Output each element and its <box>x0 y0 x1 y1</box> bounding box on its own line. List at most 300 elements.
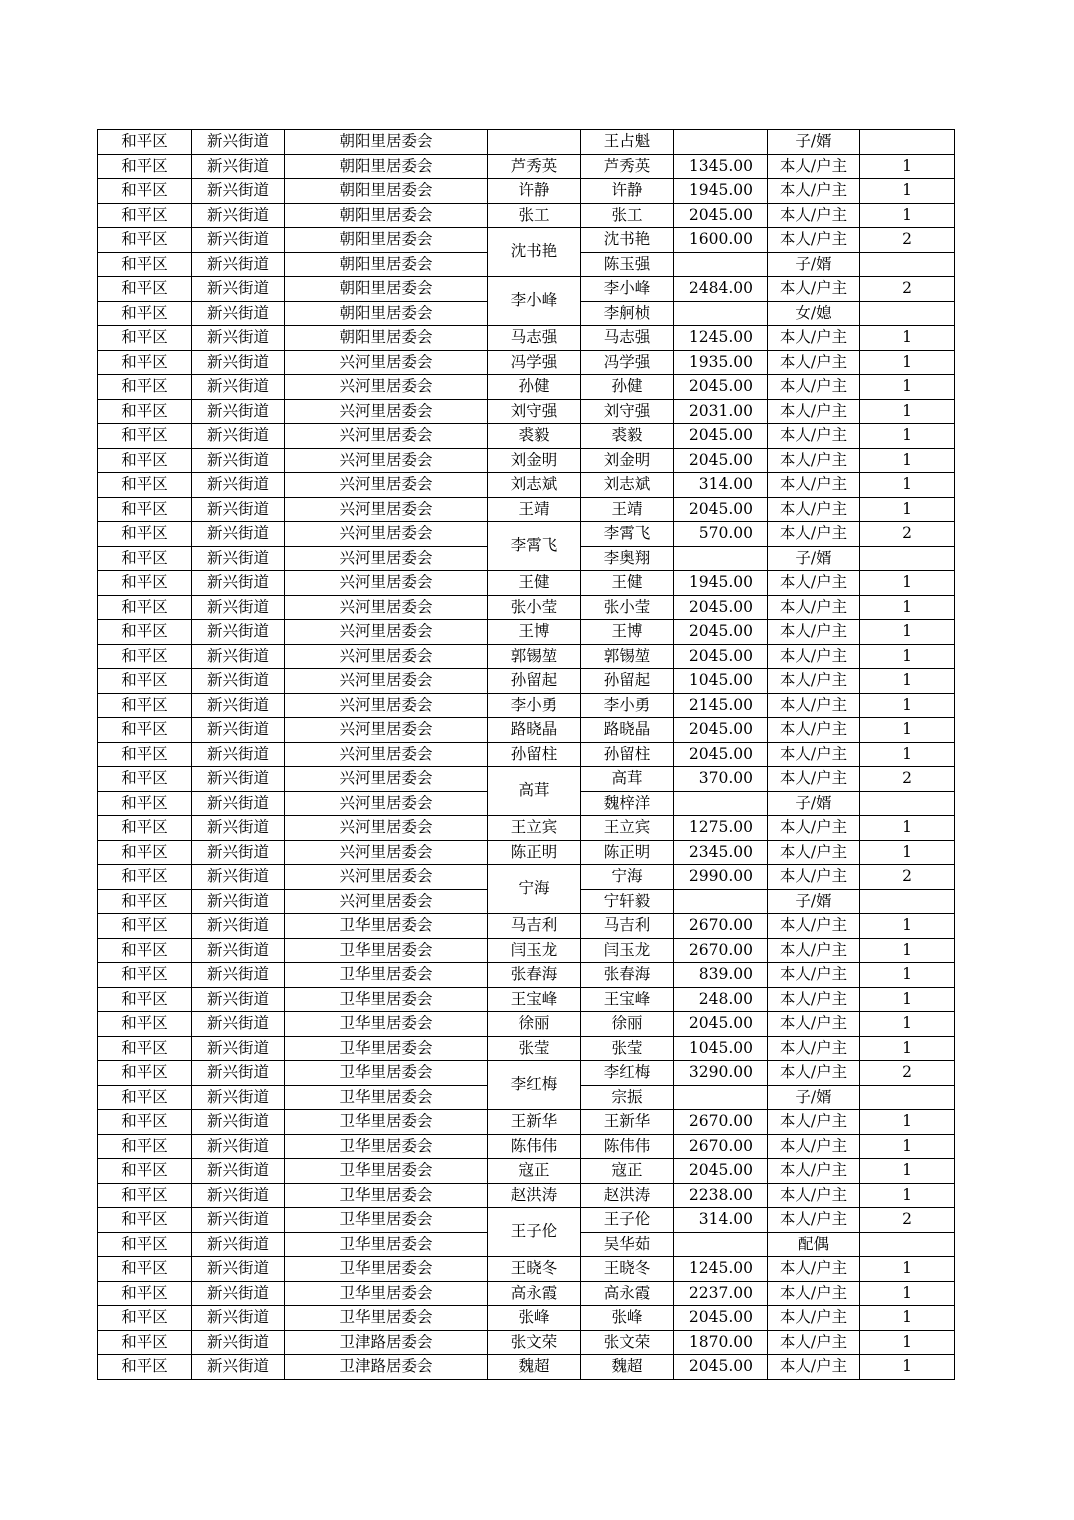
street-cell: 新兴街道 <box>192 179 285 204</box>
street-cell: 新兴街道 <box>192 497 285 522</box>
member-name-cell: 刘守强 <box>581 399 674 424</box>
member-count-cell: 1 <box>860 1183 955 1208</box>
district-cell: 和平区 <box>98 840 192 865</box>
household-head-cell: 王新华 <box>488 1110 581 1135</box>
committee-cell: 朝阳里居委会 <box>285 301 488 326</box>
street-cell: 新兴街道 <box>192 1036 285 1061</box>
street-cell: 新兴街道 <box>192 1110 285 1135</box>
relation-cell: 本人/户主 <box>768 963 860 988</box>
table-row <box>98 742 955 767</box>
amount-cell: 2045.00 <box>674 203 768 228</box>
member-count-cell <box>860 791 955 816</box>
member-name-cell: 张工 <box>581 203 674 228</box>
amount-cell: 2045.00 <box>674 644 768 669</box>
relation-cell: 本人/户主 <box>768 1061 860 1086</box>
street-cell: 新兴街道 <box>192 938 285 963</box>
street-cell: 新兴街道 <box>192 816 285 841</box>
relation-cell: 女/媳 <box>768 301 860 326</box>
district-cell: 和平区 <box>98 1110 192 1135</box>
table-row <box>98 228 955 253</box>
table-row <box>98 669 955 694</box>
member-name-cell: 沈书艳 <box>581 228 674 253</box>
relation-cell: 子/婿 <box>768 252 860 277</box>
member-name-cell: 陈玉强 <box>581 252 674 277</box>
relation-cell: 本人/户主 <box>768 1183 860 1208</box>
relation-cell: 子/婿 <box>768 546 860 571</box>
amount-cell: 1945.00 <box>674 571 768 596</box>
district-cell: 和平区 <box>98 497 192 522</box>
member-count-cell: 1 <box>860 1281 955 1306</box>
district-cell: 和平区 <box>98 1232 192 1257</box>
relation-cell: 本人/户主 <box>768 154 860 179</box>
amount-cell: 3290.00 <box>674 1061 768 1086</box>
table-row <box>98 1134 955 1159</box>
member-name-cell: 李霄飞 <box>581 522 674 547</box>
amount-cell: 2045.00 <box>674 448 768 473</box>
amount-cell: 2045.00 <box>674 497 768 522</box>
member-name-cell: 赵洪涛 <box>581 1183 674 1208</box>
table-row <box>98 865 955 890</box>
amount-cell <box>674 791 768 816</box>
committee-cell: 卫津路居委会 <box>285 1355 488 1380</box>
member-name-cell: 李小勇 <box>581 693 674 718</box>
member-count-cell: 1 <box>860 840 955 865</box>
table-row <box>98 448 955 473</box>
district-cell: 和平区 <box>98 473 192 498</box>
amount-cell <box>674 1232 768 1257</box>
table-row <box>98 1061 955 1086</box>
district-cell: 和平区 <box>98 130 192 155</box>
household-head-cell: 孙留起 <box>488 669 581 694</box>
household-head-cell <box>488 130 581 155</box>
district-cell: 和平区 <box>98 350 192 375</box>
relation-cell: 本人/户主 <box>768 1036 860 1061</box>
relation-cell: 本人/户主 <box>768 644 860 669</box>
district-cell: 和平区 <box>98 1085 192 1110</box>
member-count-cell: 1 <box>860 1306 955 1331</box>
amount-cell: 2145.00 <box>674 693 768 718</box>
committee-cell: 兴河里居委会 <box>285 546 488 571</box>
amount-cell: 2045.00 <box>674 1355 768 1380</box>
committee-cell: 兴河里居委会 <box>285 718 488 743</box>
member-count-cell: 1 <box>860 963 955 988</box>
district-cell: 和平区 <box>98 375 192 400</box>
member-name-cell: 许静 <box>581 179 674 204</box>
household-head-cell: 李小勇 <box>488 693 581 718</box>
member-count-cell: 1 <box>860 1110 955 1135</box>
committee-cell: 兴河里居委会 <box>285 448 488 473</box>
household-head-cell: 张莹 <box>488 1036 581 1061</box>
street-cell: 新兴街道 <box>192 1232 285 1257</box>
amount-cell: 2045.00 <box>674 1012 768 1037</box>
committee-cell: 卫华里居委会 <box>285 1110 488 1135</box>
district-cell: 和平区 <box>98 448 192 473</box>
amount-cell: 2045.00 <box>674 424 768 449</box>
household-head-cell: 陈伟伟 <box>488 1134 581 1159</box>
street-cell: 新兴街道 <box>192 669 285 694</box>
relation-cell: 本人/户主 <box>768 1257 860 1282</box>
district-cell: 和平区 <box>98 154 192 179</box>
street-cell: 新兴街道 <box>192 1330 285 1355</box>
street-cell: 新兴街道 <box>192 963 285 988</box>
district-cell: 和平区 <box>98 595 192 620</box>
relation-cell: 本人/户主 <box>768 448 860 473</box>
table-row <box>98 522 955 547</box>
committee-cell: 兴河里居委会 <box>285 497 488 522</box>
street-cell: 新兴街道 <box>192 865 285 890</box>
household-head-cell: 孙健 <box>488 375 581 400</box>
member-count-cell: 1 <box>860 693 955 718</box>
relation-cell: 本人/户主 <box>768 1306 860 1331</box>
amount-cell <box>674 889 768 914</box>
committee-cell: 卫华里居委会 <box>285 938 488 963</box>
district-cell: 和平区 <box>98 669 192 694</box>
member-count-cell <box>860 130 955 155</box>
member-name-cell: 冯学强 <box>581 350 674 375</box>
street-cell: 新兴街道 <box>192 350 285 375</box>
household-head-cell: 张工 <box>488 203 581 228</box>
street-cell: 新兴街道 <box>192 154 285 179</box>
member-count-cell <box>860 301 955 326</box>
committee-cell: 卫华里居委会 <box>285 1085 488 1110</box>
member-name-cell: 李小峰 <box>581 277 674 302</box>
member-name-cell: 徐丽 <box>581 1012 674 1037</box>
member-count-cell: 1 <box>860 816 955 841</box>
street-cell: 新兴街道 <box>192 1306 285 1331</box>
amount-cell: 570.00 <box>674 522 768 547</box>
relation-cell: 本人/户主 <box>768 1208 860 1233</box>
member-count-cell <box>860 252 955 277</box>
household-head-cell: 刘守强 <box>488 399 581 424</box>
member-name-cell: 王子伦 <box>581 1208 674 1233</box>
table-row <box>98 1012 955 1037</box>
committee-cell: 卫华里居委会 <box>285 1036 488 1061</box>
table-row <box>98 620 955 645</box>
committee-cell: 兴河里居委会 <box>285 424 488 449</box>
member-count-cell: 1 <box>860 938 955 963</box>
amount-cell: 1870.00 <box>674 1330 768 1355</box>
street-cell: 新兴街道 <box>192 620 285 645</box>
relation-cell: 配偶 <box>768 1232 860 1257</box>
committee-cell: 朝阳里居委会 <box>285 203 488 228</box>
street-cell: 新兴街道 <box>192 546 285 571</box>
member-name-cell: 张小莹 <box>581 595 674 620</box>
member-count-cell: 1 <box>860 669 955 694</box>
relation-cell: 本人/户主 <box>768 1110 860 1135</box>
table-row <box>98 424 955 449</box>
street-cell: 新兴街道 <box>192 1208 285 1233</box>
household-head-cell: 裘毅 <box>488 424 581 449</box>
member-count-cell <box>860 1232 955 1257</box>
member-name-cell: 寇正 <box>581 1159 674 1184</box>
member-count-cell: 1 <box>860 1012 955 1037</box>
member-count-cell: 1 <box>860 424 955 449</box>
amount-cell: 2045.00 <box>674 620 768 645</box>
amount-cell: 2237.00 <box>674 1281 768 1306</box>
table-row <box>98 693 955 718</box>
street-cell: 新兴街道 <box>192 644 285 669</box>
relation-cell: 本人/户主 <box>768 1159 860 1184</box>
member-name-cell: 高茸 <box>581 767 674 792</box>
street-cell: 新兴街道 <box>192 987 285 1012</box>
amount-cell: 1045.00 <box>674 1036 768 1061</box>
member-name-cell: 王博 <box>581 620 674 645</box>
district-cell: 和平区 <box>98 1159 192 1184</box>
district-cell: 和平区 <box>98 1036 192 1061</box>
member-count-cell: 1 <box>860 644 955 669</box>
district-cell: 和平区 <box>98 1183 192 1208</box>
amount-cell: 1945.00 <box>674 179 768 204</box>
member-name-cell: 李红梅 <box>581 1061 674 1086</box>
street-cell: 新兴街道 <box>192 1061 285 1086</box>
household-head-cell: 李红梅 <box>488 1061 581 1110</box>
committee-cell: 兴河里居委会 <box>285 840 488 865</box>
table-row <box>98 1306 955 1331</box>
amount-cell: 2990.00 <box>674 865 768 890</box>
committee-cell: 兴河里居委会 <box>285 669 488 694</box>
street-cell: 新兴街道 <box>192 1012 285 1037</box>
table-row <box>98 963 955 988</box>
table-row <box>98 1257 955 1282</box>
household-head-cell: 张小莹 <box>488 595 581 620</box>
member-count-cell: 1 <box>860 742 955 767</box>
household-head-cell: 许静 <box>488 179 581 204</box>
table-row <box>98 767 955 792</box>
committee-cell: 朝阳里居委会 <box>285 130 488 155</box>
household-head-cell: 魏超 <box>488 1355 581 1380</box>
relation-cell: 本人/户主 <box>768 742 860 767</box>
district-cell: 和平区 <box>98 816 192 841</box>
table-body <box>98 130 955 1380</box>
amount-cell: 839.00 <box>674 963 768 988</box>
table-row <box>98 326 955 351</box>
member-count-cell <box>860 889 955 914</box>
committee-cell: 兴河里居委会 <box>285 742 488 767</box>
street-cell: 新兴街道 <box>192 301 285 326</box>
household-head-cell: 王立宾 <box>488 816 581 841</box>
member-name-cell: 王新华 <box>581 1110 674 1135</box>
committee-cell: 朝阳里居委会 <box>285 277 488 302</box>
relation-cell: 本人/户主 <box>768 179 860 204</box>
table-row <box>98 1208 955 1233</box>
household-head-cell: 芦秀英 <box>488 154 581 179</box>
household-head-cell: 王子伦 <box>488 1208 581 1257</box>
district-cell: 和平区 <box>98 228 192 253</box>
member-name-cell: 刘金明 <box>581 448 674 473</box>
member-name-cell: 马吉利 <box>581 914 674 939</box>
member-name-cell: 王靖 <box>581 497 674 522</box>
street-cell: 新兴街道 <box>192 326 285 351</box>
street-cell: 新兴街道 <box>192 889 285 914</box>
table-row <box>98 595 955 620</box>
household-head-cell: 刘志斌 <box>488 473 581 498</box>
amount-cell: 314.00 <box>674 1208 768 1233</box>
household-head-cell: 李小峰 <box>488 277 581 326</box>
street-cell: 新兴街道 <box>192 1159 285 1184</box>
district-cell: 和平区 <box>98 571 192 596</box>
member-name-cell: 张春海 <box>581 963 674 988</box>
street-cell: 新兴街道 <box>192 228 285 253</box>
household-head-cell: 赵洪涛 <box>488 1183 581 1208</box>
amount-cell: 2045.00 <box>674 742 768 767</box>
relation-cell: 本人/户主 <box>768 620 860 645</box>
amount-cell: 2045.00 <box>674 595 768 620</box>
member-name-cell: 王宝峰 <box>581 987 674 1012</box>
table-row <box>98 154 955 179</box>
member-count-cell: 2 <box>860 767 955 792</box>
table-row <box>98 987 955 1012</box>
household-head-cell: 寇正 <box>488 1159 581 1184</box>
relation-cell: 本人/户主 <box>768 865 860 890</box>
street-cell: 新兴街道 <box>192 375 285 400</box>
member-name-cell: 孙健 <box>581 375 674 400</box>
amount-cell: 2484.00 <box>674 277 768 302</box>
table-row <box>98 277 955 302</box>
table-row <box>98 203 955 228</box>
member-count-cell: 1 <box>860 203 955 228</box>
member-count-cell: 1 <box>860 1257 955 1282</box>
member-count-cell: 1 <box>860 718 955 743</box>
district-cell: 和平区 <box>98 1061 192 1086</box>
street-cell: 新兴街道 <box>192 1281 285 1306</box>
street-cell: 新兴街道 <box>192 742 285 767</box>
relation-cell: 本人/户主 <box>768 522 860 547</box>
member-name-cell: 刘志斌 <box>581 473 674 498</box>
member-count-cell: 1 <box>860 620 955 645</box>
committee-cell: 卫华里居委会 <box>285 1012 488 1037</box>
street-cell: 新兴街道 <box>192 1355 285 1380</box>
household-head-cell: 孙留柱 <box>488 742 581 767</box>
committee-cell: 朝阳里居委会 <box>285 252 488 277</box>
member-name-cell: 路晓晶 <box>581 718 674 743</box>
district-cell: 和平区 <box>98 399 192 424</box>
district-cell: 和平区 <box>98 865 192 890</box>
committee-cell: 卫华里居委会 <box>285 1306 488 1331</box>
district-cell: 和平区 <box>98 718 192 743</box>
district-cell: 和平区 <box>98 1257 192 1282</box>
district-cell: 和平区 <box>98 963 192 988</box>
relation-cell: 本人/户主 <box>768 816 860 841</box>
committee-cell: 兴河里居委会 <box>285 399 488 424</box>
relation-cell: 本人/户主 <box>768 326 860 351</box>
member-name-cell: 闫玉龙 <box>581 938 674 963</box>
household-head-cell: 沈书艳 <box>488 228 581 277</box>
relation-cell: 子/婿 <box>768 889 860 914</box>
table-row <box>98 1110 955 1135</box>
household-head-cell: 王宝峰 <box>488 987 581 1012</box>
member-count-cell: 2 <box>860 865 955 890</box>
committee-cell: 卫华里居委会 <box>285 1183 488 1208</box>
committee-cell: 卫华里居委会 <box>285 1232 488 1257</box>
relation-cell: 子/婿 <box>768 130 860 155</box>
table-row <box>98 179 955 204</box>
household-head-cell: 高永霞 <box>488 1281 581 1306</box>
committee-cell: 兴河里居委会 <box>285 473 488 498</box>
committee-cell: 卫华里居委会 <box>285 1257 488 1282</box>
amount-cell: 2670.00 <box>674 914 768 939</box>
relation-cell: 子/婿 <box>768 791 860 816</box>
district-cell: 和平区 <box>98 179 192 204</box>
committee-cell: 朝阳里居委会 <box>285 228 488 253</box>
member-count-cell: 1 <box>860 448 955 473</box>
household-head-cell: 王靖 <box>488 497 581 522</box>
member-name-cell: 魏梓洋 <box>581 791 674 816</box>
member-name-cell: 王晓冬 <box>581 1257 674 1282</box>
table-row <box>98 914 955 939</box>
member-count-cell: 1 <box>860 399 955 424</box>
household-head-cell: 宁海 <box>488 865 581 914</box>
committee-cell: 朝阳里居委会 <box>285 179 488 204</box>
member-count-cell: 2 <box>860 228 955 253</box>
member-name-cell: 张峰 <box>581 1306 674 1331</box>
member-name-cell: 陈正明 <box>581 840 674 865</box>
member-name-cell: 张文荣 <box>581 1330 674 1355</box>
household-head-cell: 马志强 <box>488 326 581 351</box>
committee-cell: 兴河里居委会 <box>285 350 488 375</box>
household-head-cell: 王晓冬 <box>488 1257 581 1282</box>
relation-cell: 本人/户主 <box>768 595 860 620</box>
member-count-cell: 1 <box>860 1330 955 1355</box>
table-row <box>98 938 955 963</box>
member-name-cell: 魏超 <box>581 1355 674 1380</box>
amount-cell: 2045.00 <box>674 1159 768 1184</box>
committee-cell: 兴河里居委会 <box>285 865 488 890</box>
household-head-cell: 张文荣 <box>488 1330 581 1355</box>
table-row <box>98 718 955 743</box>
member-count-cell: 1 <box>860 375 955 400</box>
household-head-cell: 张峰 <box>488 1306 581 1331</box>
committee-cell: 卫华里居委会 <box>285 914 488 939</box>
table-row <box>98 1183 955 1208</box>
district-cell: 和平区 <box>98 1012 192 1037</box>
member-count-cell <box>860 546 955 571</box>
district-cell: 和平区 <box>98 620 192 645</box>
district-cell: 和平区 <box>98 987 192 1012</box>
table-row <box>98 816 955 841</box>
relation-cell: 本人/户主 <box>768 1330 860 1355</box>
street-cell: 新兴街道 <box>192 277 285 302</box>
member-count-cell: 1 <box>860 571 955 596</box>
committee-cell: 卫津路居委会 <box>285 1330 488 1355</box>
district-cell: 和平区 <box>98 791 192 816</box>
member-name-cell: 孙留起 <box>581 669 674 694</box>
member-count-cell <box>860 1085 955 1110</box>
committee-cell: 兴河里居委会 <box>285 889 488 914</box>
district-cell: 和平区 <box>98 693 192 718</box>
member-name-cell: 陈伟伟 <box>581 1134 674 1159</box>
district-cell: 和平区 <box>98 301 192 326</box>
relation-cell: 本人/户主 <box>768 718 860 743</box>
committee-cell: 兴河里居委会 <box>285 571 488 596</box>
household-head-cell: 王博 <box>488 620 581 645</box>
amount-cell: 314.00 <box>674 473 768 498</box>
table-row <box>98 571 955 596</box>
member-name-cell: 宁海 <box>581 865 674 890</box>
street-cell: 新兴街道 <box>192 203 285 228</box>
street-cell: 新兴街道 <box>192 424 285 449</box>
amount-cell: 2238.00 <box>674 1183 768 1208</box>
relation-cell: 本人/户主 <box>768 669 860 694</box>
committee-cell: 兴河里居委会 <box>285 693 488 718</box>
street-cell: 新兴街道 <box>192 718 285 743</box>
member-count-cell: 1 <box>860 154 955 179</box>
committee-cell: 朝阳里居委会 <box>285 154 488 179</box>
relation-cell: 本人/户主 <box>768 203 860 228</box>
amount-cell: 1245.00 <box>674 326 768 351</box>
amount-cell: 1935.00 <box>674 350 768 375</box>
committee-cell: 兴河里居委会 <box>285 816 488 841</box>
household-head-cell: 冯学强 <box>488 350 581 375</box>
